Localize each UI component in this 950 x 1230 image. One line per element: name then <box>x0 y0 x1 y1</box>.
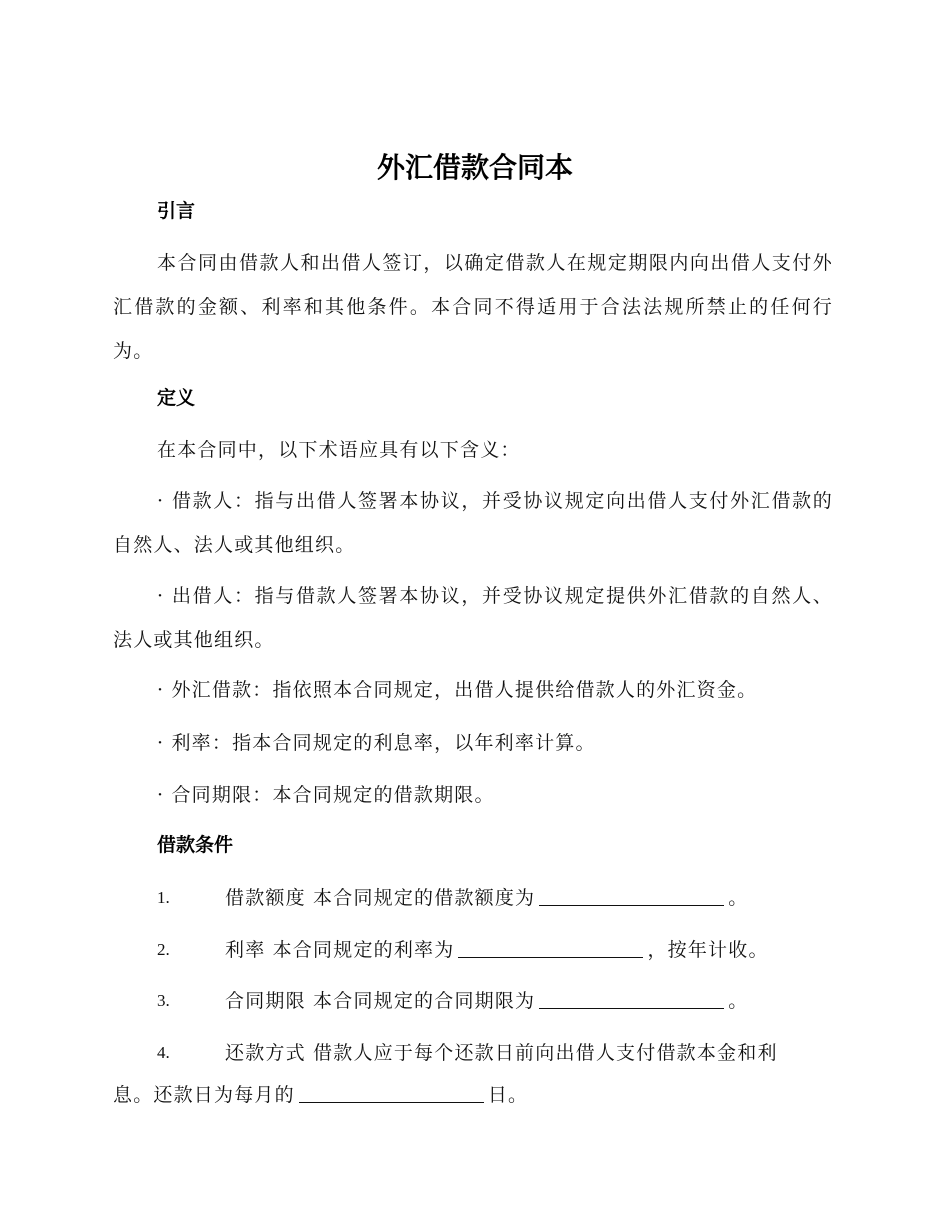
fill-in-blank[interactable] <box>299 1084 484 1103</box>
condition-interest-rate <box>225 936 769 964</box>
condition-text-end: 。 <box>728 887 749 909</box>
condition-text-end: 日。 <box>487 1084 529 1106</box>
condition-repayment-line2 <box>113 1081 528 1109</box>
condition-text: 息。还款日为每月的 <box>113 1084 295 1106</box>
condition-text-end: 。 <box>728 990 749 1012</box>
definition-item-lender: · 出借人：指与借款人签署本协议，并受协议规定提供外汇借款的自然人、法人或其他组织。 <box>113 585 833 651</box>
condition-number: 1. <box>157 888 170 907</box>
condition-loan-amount <box>225 884 748 912</box>
definition-item-interest-rate: · 利率：指本合同规定的利息率，以年利率计算。 <box>157 732 596 754</box>
condition-text: 利率 本合同规定的利率为 <box>225 939 455 961</box>
definitions-lead: 在本合同中，以下术语应具有以下含义： <box>157 439 521 461</box>
fill-in-blank[interactable] <box>539 887 724 906</box>
fill-in-blank[interactable] <box>458 939 643 958</box>
condition-text-end: ，按年计收。 <box>647 939 769 961</box>
condition-number: 2. <box>157 940 170 959</box>
intro-paragraph: 本合同由借款人和出借人签订，以确定借款人在规定期限内向出借人支付外汇借款的金额、利率和其他条件。本合同不得适用于合法法规所禁止的任何行为。 <box>113 252 833 362</box>
condition-contract-term <box>225 987 748 1015</box>
section-heading-conditions: 借款条件 <box>157 834 234 856</box>
condition-text: 合同期限 本合同规定的合同期限为 <box>225 990 536 1012</box>
section-heading-intro: 引言 <box>157 200 196 222</box>
condition-number: 4. <box>157 1043 170 1062</box>
definition-item-fx-loan: · 外汇借款：指依照本合同规定，出借人提供给借款人的外汇资金。 <box>157 679 758 701</box>
fill-in-blank[interactable] <box>539 990 724 1009</box>
document-title: 外汇借款合同本 <box>376 151 573 184</box>
condition-number: 3. <box>157 991 170 1010</box>
section-heading-definitions: 定义 <box>157 387 196 409</box>
condition-repayment-line1: 还款方式 借款人应于每个还款日前向出借人支付借款本金和利 <box>225 1042 778 1064</box>
definition-item-borrower: · 借款人：指与出借人签署本协议，并受协议规定向出借人支付外汇借款的自然人、法人或其他组织。 <box>113 490 833 556</box>
definition-item-term: · 合同期限：本合同规定的借款期限。 <box>157 784 495 806</box>
condition-text: 借款额度 本合同规定的借款额度为 <box>225 887 536 909</box>
